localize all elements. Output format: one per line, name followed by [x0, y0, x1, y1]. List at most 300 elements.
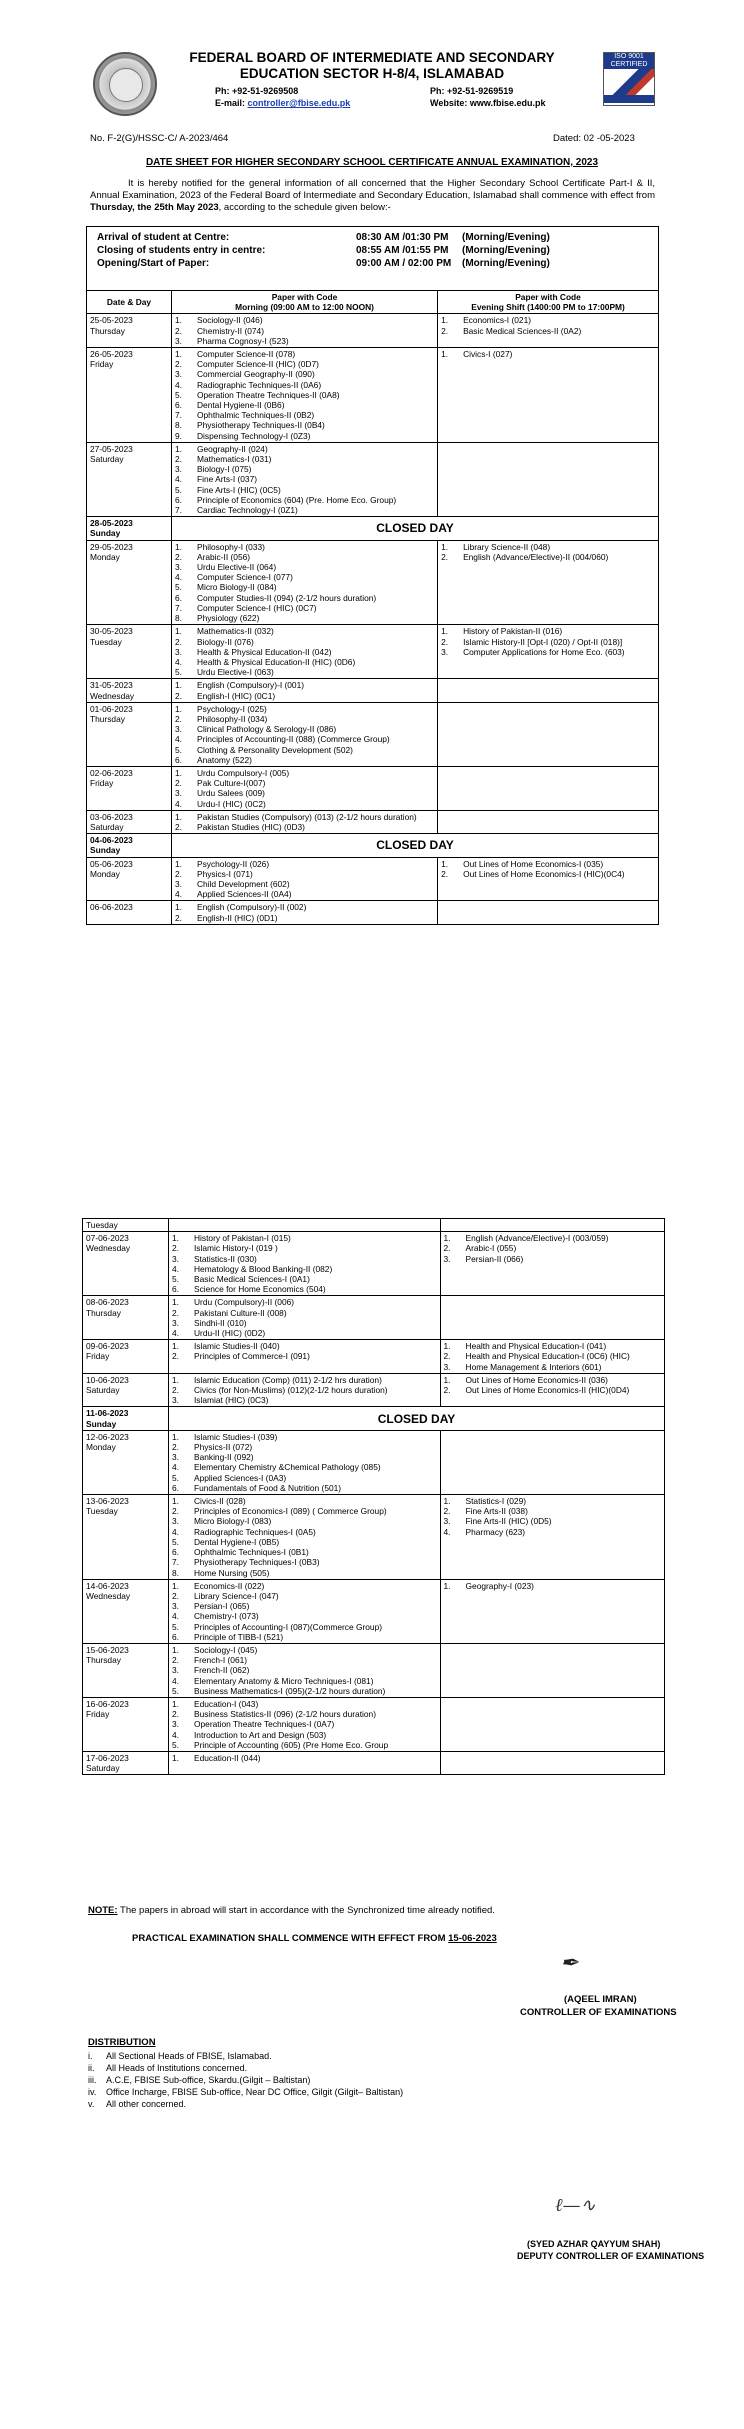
paper-item: 6. Dental Hygiene-II (0B6) [174, 400, 285, 411]
phone-2: Ph: +92-51-9269519 [430, 86, 514, 96]
paper-name: Health & Physical Education-II (HIC) (0D6) [196, 656, 356, 667]
paper-name: Philosophy-II (034) [196, 713, 268, 724]
reference-number: No. F-2(G)/HSSC-C/ A-2023/464 [90, 133, 229, 144]
evening-papers-cell [438, 702, 659, 766]
date-cell [87, 834, 172, 857]
morning-papers-cell [168, 1373, 440, 1407]
paper-name: Biology-II (076) [196, 636, 254, 647]
paper-name: Sociology-II (046) [196, 315, 263, 326]
paper-item: 4. Principles of Accounting-II (088) (Commerce Group) [174, 734, 390, 745]
paper-item: 1. Geography-II (024) [174, 443, 268, 454]
paper-name: Computer Studies-II (094) (2-1/2 hours duration) [196, 592, 377, 603]
paper-name: Persian-II (066) [465, 1253, 524, 1264]
date: 02-06-2023 [90, 767, 133, 778]
paper-item: 1. Psychology-II (026) [174, 858, 270, 869]
morning-paper-list [175, 315, 434, 346]
morning-papers-cell [168, 1232, 440, 1296]
paper-item: 2. Physics-II (072) [171, 1442, 253, 1453]
paper-name: Dental Hygiene-II (0B6) [196, 400, 285, 411]
timing-label: Opening/Start of Paper: [97, 258, 210, 269]
paper-item: 5. Urdu Elective-I (063) [174, 667, 274, 678]
deputy-controller-title: DEPUTY CONTROLLER OF EXAMINATIONS [517, 2251, 705, 2261]
paper-item: 5. Micro Biology-II (084) [174, 582, 277, 593]
evening-papers-cell [440, 1430, 664, 1494]
paper-name: Computer Science-I (HIC) (0C7) [196, 602, 317, 613]
closed-day-label: CLOSED DAY [168, 1407, 664, 1430]
paper-item: 6. Principle of Economics (604) (Pre. Home Eco. Group) [174, 494, 397, 505]
date: 31-05-2023 [90, 680, 133, 691]
paper-name: Anatomy (522) [196, 754, 252, 765]
date: 16-06-2023 [86, 1698, 129, 1709]
paper-item: 6. Fundamentals of Food & Nutrition (501) [171, 1482, 342, 1493]
paper-name: Principle of Accounting (605) (Pre Home Eco. Group [193, 1739, 389, 1750]
morning-paper-list [175, 768, 434, 809]
date-cell [87, 517, 172, 540]
paper-item: 1. Urdu (Compulsory)-II (006) [171, 1297, 295, 1308]
paper-name: Urdu Elective-I (063) [196, 667, 274, 678]
evening-papers-cell [438, 348, 659, 443]
paper-name: Health and Physical Education-I (041) [465, 1341, 607, 1352]
day: Wednesday [86, 1590, 131, 1601]
schedule-table-page2 [82, 1218, 665, 1775]
paper-item: 2. Civics (for Non-Muslims) (012)(2-1/2 hours duration) [171, 1385, 388, 1396]
paper-item: 2. Pakistan Studies (HIC) (0D3) [174, 821, 305, 832]
date-cell [87, 540, 172, 625]
morning-papers-cell [171, 857, 437, 901]
paper-item: 3. Biology-I (075) [174, 464, 252, 475]
paper-item: 7. Computer Science-I (HIC) (0C7) [174, 602, 317, 613]
paper-name: Sindhi-II (010) [193, 1317, 247, 1328]
evening-paper-list [444, 1375, 661, 1395]
day: Saturday [90, 821, 124, 832]
paper-item: 3. Urdu Elective-II (064) [174, 562, 277, 573]
date-cell [83, 1495, 169, 1580]
date: 05-06-2023 [90, 858, 133, 869]
closed-day-row [83, 1407, 665, 1430]
morning-papers-cell [168, 1296, 440, 1340]
paper-item: 9. Dispensing Technology-I (0Z3) [174, 430, 311, 441]
closed-day-label: CLOSED DAY [171, 517, 658, 540]
paper-name: Urdu Salees (009) [196, 788, 265, 799]
morning-paper-list [172, 1496, 437, 1578]
paper-item: 2. Arabic-II (056) [174, 551, 251, 562]
date-cell [87, 679, 172, 702]
day: Tuesday [90, 636, 122, 647]
paper-name: Physiotherapy Techniques-I (0B3) [193, 1557, 320, 1568]
paper-name: History of Pakistan-I (015) [193, 1233, 291, 1244]
evening-papers-cell [440, 1296, 664, 1340]
evening-papers-cell [438, 679, 659, 702]
paper-name: Micro Biology-II (084) [196, 582, 277, 593]
paper-name: Elementary Anatomy & Micro Techniques-I (081) [193, 1675, 374, 1686]
paper-item: 7. Ophthalmic Techniques-II (0B2) [174, 410, 315, 421]
paper-item: 2. Islamic History-I (019 ) [171, 1243, 278, 1254]
evening-papers-cell [438, 625, 659, 679]
paper-item: 5. Clothing & Personality Development (502) [174, 744, 353, 755]
closed-day-row [87, 834, 659, 857]
paper-item: 1. Islamic Studies-II (040) [171, 1341, 280, 1352]
day: Friday [90, 778, 114, 789]
distribution-item: i. All Sectional Heads of FBISE, Islamabad. [88, 2051, 272, 2061]
evening-papers-cell [440, 1579, 664, 1643]
day: Tuesday [86, 1220, 118, 1230]
table-row [87, 540, 659, 625]
date-cell [83, 1232, 169, 1296]
paper-item: 4. Radiographic Techniques-I (0A5) [171, 1526, 316, 1537]
intro-paragraph: It is hereby notified for the general information of all concerned that the Higher Secondary School Certificate Part-I & II, Annual Examination, 2023 of the Federal Board of Intermediate and Secondary Education, Islamabad shall commence with effect from Thursday, the 25th May 2023, according to the schedule given below:- [90, 178, 655, 213]
evening-papers-cell [440, 1232, 664, 1296]
day: Monday [90, 551, 120, 562]
paper-name: Education-II (044) [193, 1752, 261, 1763]
paper-item: 1. English (Compulsory)-II (002) [174, 902, 307, 913]
paper-name: Basic Medical Sciences-II (0A2) [463, 325, 582, 336]
paper-name: Chemistry-II (074) [196, 325, 264, 336]
morning-papers-cell [168, 1430, 440, 1494]
table-row [87, 702, 659, 766]
paper-item: 5. Principles of Accounting-I (087)(Commerce Group) [171, 1621, 383, 1632]
day: Wednesday [86, 1243, 131, 1254]
paper-item: 7. Physiotherapy Techniques-I (0B3) [171, 1557, 320, 1568]
paper-name: Civics-II (028) [193, 1496, 246, 1507]
date-column-header: Date & Day [87, 291, 172, 314]
table-header [87, 291, 659, 314]
paper-name: Elementary Chemistry &Chemical Pathology (085) [193, 1462, 381, 1473]
date: 07-06-2023 [86, 1233, 129, 1244]
paper-name: Health and Physical Education-I (0C6) (HIC) [465, 1351, 630, 1362]
date: 27-05-2023 [90, 443, 133, 454]
paper-item: 2. Arabic-I (055) [443, 1243, 517, 1254]
paper-item: 2. Principles of Economics-I (089) ( Commerce Group) [171, 1506, 387, 1517]
paper-name: Islamic History-II [Opt-I (020) / Opt-II (018)] [463, 636, 623, 647]
evening-papers-cell [440, 1697, 664, 1751]
paper-item: 3. Sindhi-II (010) [171, 1317, 247, 1328]
paper-name: Principles of Economics-I (089) ( Commerce Group) [193, 1506, 387, 1517]
paper-item: 3. Persian-II (066) [443, 1253, 524, 1264]
date-cell [87, 810, 172, 833]
date-cell [87, 625, 172, 679]
paper-item: 4. Urdu-I (HIC) (0C2) [174, 798, 266, 809]
morning-papers-cell [171, 810, 437, 833]
date: 09-06-2023 [86, 1341, 129, 1352]
morning-papers-cell [171, 702, 437, 766]
paper-item: 3. French-II (062) [171, 1665, 250, 1676]
paper-name: Hematology & Blood Banking-II (082) [193, 1263, 333, 1274]
day: Friday [86, 1709, 110, 1720]
paper-name: Islamic Studies-I (039) [193, 1431, 278, 1442]
table-row [83, 1579, 665, 1643]
paper-item: 1. Economics-II (022) [171, 1580, 265, 1591]
table-row [83, 1643, 665, 1697]
day: Sunday [90, 528, 121, 539]
morning-paper-list [175, 902, 434, 922]
paper-item: 3. Micro Biology-I (083) [171, 1516, 272, 1527]
paper-name: French-I (061) [193, 1655, 248, 1666]
date: 01-06-2023 [90, 703, 133, 714]
date: 15-06-2023 [86, 1644, 129, 1655]
evening-papers-cell [440, 1751, 664, 1774]
paper-name: Home Nursing (505) [193, 1567, 270, 1578]
timing-time: 08:55 AM /01:55 PM [356, 245, 449, 256]
date: 25-05-2023 [90, 315, 133, 326]
evening-papers-cell [440, 1340, 664, 1374]
paper-item: 5. Fine Arts-I (HIC) (0C5) [174, 484, 281, 495]
day: Thursday [86, 1655, 121, 1666]
morning-papers-cell [168, 1219, 440, 1232]
paper-name: Mathematics-II (032) [196, 626, 274, 637]
paper-name: Operation Theatre Techniques-II (0A8) [196, 389, 340, 400]
paper-item: 4. Hematology & Blood Banking-II (082) [171, 1263, 333, 1274]
paper-name: Civics-I (027) [463, 349, 513, 360]
paper-name: Banking-II (092) [193, 1452, 254, 1463]
paper-item: 3. Urdu Salees (009) [174, 788, 265, 799]
paper-item: 4. Computer Science-I (077) [174, 572, 293, 583]
website: Website: www.fbise.edu.pk [430, 98, 546, 108]
date-cell [83, 1697, 169, 1751]
paper-item: 1. History of Pakistan-II (016) [441, 626, 563, 637]
morning-paper-list [172, 1341, 437, 1361]
paper-name: Child Development (602) [196, 878, 290, 889]
date-cell [87, 702, 172, 766]
paper-name: Clothing & Personality Development (502) [196, 744, 353, 755]
paper-name: Basic Medical Sciences-I (0A1) [193, 1274, 310, 1285]
morning-papers-cell [171, 442, 437, 516]
header-line2: EDUCATION SECTOR H-8/4, ISLAMABAD [239, 66, 505, 81]
paper-name: Urdu (Compulsory)-II (006) [193, 1297, 295, 1308]
day: Saturday [86, 1385, 120, 1396]
evening-paper-list [444, 1496, 661, 1537]
evening-paper-list [441, 349, 655, 359]
paper-item: 6. Science for Home Economics (504) [171, 1284, 326, 1295]
paper-item: 3. Computer Applications for Home Eco. (603) [441, 646, 625, 657]
table-row [83, 1697, 665, 1751]
paper-name: Fine Arts-II (038) [465, 1506, 528, 1517]
evening-papers-cell [438, 857, 659, 901]
table-row [87, 442, 659, 516]
day: Tuesday [86, 1506, 118, 1517]
paper-item: 2. Out Lines of Home Economics-I (HIC)(0C4) [441, 868, 625, 879]
date: 14-06-2023 [86, 1580, 129, 1591]
day: Thursday [90, 713, 125, 724]
header-line1: FEDERAL BOARD OF INTERMEDIATE AND SECONDARY [189, 50, 555, 65]
morning-papers-cell [168, 1495, 440, 1580]
morning-papers-cell [168, 1643, 440, 1697]
morning-paper-list [172, 1753, 437, 1763]
distribution-item: ii. All Heads of Institutions concerned. [88, 2063, 248, 2073]
date: 29-05-2023 [90, 541, 133, 552]
paper-item: 2. English-I (HIC) (0C1) [174, 690, 276, 701]
email-link[interactable]: controller@fbise.edu.pk [247, 98, 351, 108]
evening-papers-cell [440, 1373, 664, 1407]
paper-item: 3. Child Development (602) [174, 878, 290, 889]
paper-item: 2. Basic Medical Sciences-II (0A2) [441, 325, 582, 336]
paper-name: Pharmacy (623) [465, 1526, 526, 1537]
paper-name: Geography-II (024) [196, 443, 268, 454]
practical-exam-note: PRACTICAL EXAMINATION SHALL COMMENCE WITH EFFECT FROM 15-06-2023 [132, 1933, 497, 1944]
closed-day-row [87, 517, 659, 540]
paper-name: Computer Science-II (HIC) (0D7) [196, 359, 319, 370]
paper-item: 2. Mathematics-I (031) [174, 454, 272, 465]
paper-item: 2. French-I (061) [171, 1655, 248, 1666]
table-row [87, 625, 659, 679]
paper-name: Principle of TIBB-I (521) [193, 1631, 284, 1642]
day: Monday [86, 1442, 116, 1453]
timings-box [86, 226, 659, 291]
day: Monday [90, 868, 120, 879]
date-cell [83, 1579, 169, 1643]
paper-name: Applied Sciences-I (0A3) [193, 1472, 287, 1483]
paper-name: Out Lines of Home Economics-I (035) [463, 858, 604, 869]
morning-papers-cell [168, 1579, 440, 1643]
paper-name: Urdu Compulsory-I (005) [196, 767, 290, 778]
paper-name: Pharma Cognosy-I (523) [196, 335, 289, 346]
deputy-controller-name: (SYED AZHAR QAYYUM SHAH) [527, 2239, 661, 2249]
evening-paper-list [441, 542, 655, 562]
evening-paper-list [444, 1233, 661, 1264]
paper-name: Statistics-I (029) [465, 1496, 527, 1507]
table-row [83, 1232, 665, 1296]
morning-papers-cell [171, 901, 437, 924]
paper-item: 1. History of Pakistan-I (015) [171, 1233, 291, 1244]
table-row [87, 348, 659, 443]
morning-paper-list [175, 704, 434, 765]
paper-name: Business Mathematics-I (095)(2-1/2 hours duration) [193, 1685, 386, 1696]
paper-item: 4. Urdu-II (HIC) (0D2) [171, 1328, 266, 1339]
paper-name: Chemistry-I (073) [193, 1611, 259, 1622]
paper-name: Fundamentals of Food & Nutrition (501) [193, 1482, 342, 1493]
paper-name: Micro Biology-I (083) [193, 1516, 272, 1527]
date-cell [83, 1643, 169, 1697]
morning-papers-cell [171, 314, 437, 348]
morning-papers-cell [171, 625, 437, 679]
paper-item: 3. Islamiat (HIC) (0C3) [171, 1395, 269, 1406]
morning-column-header: Paper with Code Morning (09:00 AM to 12:00 NOON) [171, 291, 437, 314]
date-cell [83, 1340, 169, 1374]
paper-name: English-II (HIC) (0D1) [196, 912, 278, 923]
timing-time: 09:00 AM / 02:00 PM [356, 258, 452, 269]
paper-name: Fine Arts-I (HIC) (0C5) [196, 484, 281, 495]
paper-item: 2. English (Advance/Elective)-II (004/060) [441, 551, 609, 562]
morning-paper-list [175, 542, 434, 624]
paper-item: 1. Out Lines of Home Economics-II (036) [443, 1374, 608, 1385]
paper-name: Physics-I (071) [196, 868, 253, 879]
date: 13-06-2023 [86, 1496, 129, 1507]
paper-item: 2. Biology-II (076) [174, 636, 254, 647]
morning-papers-cell [168, 1751, 440, 1774]
date: 11-06-2023 [86, 1408, 129, 1419]
morning-paper-list [175, 444, 434, 515]
paper-name: Philosophy-I (033) [196, 541, 265, 552]
date: 17-06-2023 [86, 1752, 129, 1763]
morning-papers-cell [168, 1340, 440, 1374]
evening-column-header: Paper with Code Evening Shift (1400:00 PM to 17:00PM) [438, 291, 659, 314]
paper-item: 1. Education-I (043) [171, 1698, 259, 1709]
morning-papers-cell [171, 679, 437, 702]
paper-name: Principles of Accounting-I (087)(Commerce Group) [193, 1621, 383, 1632]
paper-item: 1. Pakistan Studies (Compulsory) (013) (2-1/2 hours duration) [174, 811, 417, 822]
paper-name: Islamic History-I (019 ) [193, 1243, 278, 1254]
paper-item: 1. English (Advance/Elective)-I (003/059) [443, 1233, 609, 1244]
paper-name: Ophthalmic Techniques-I (0B1) [193, 1547, 309, 1558]
paper-name: Computer Science-II (078) [196, 349, 296, 360]
table-row [87, 679, 659, 702]
paper-name: Clinical Pathology & Serology-II (086) [196, 724, 337, 735]
paper-item: 3. Commercial Geography-II (090) [174, 369, 315, 380]
evening-papers-cell [438, 540, 659, 625]
morning-paper-list [172, 1432, 437, 1493]
paper-item: 1. Economics-I (021) [441, 315, 532, 326]
evening-papers-cell [440, 1643, 664, 1697]
table-row [83, 1495, 665, 1580]
paper-name: Economics-II (022) [193, 1580, 265, 1591]
paper-item: 4. Applied Sciences-II (0A4) [174, 889, 292, 900]
paper-item: 5. Principle of Accounting (605) (Pre Home Eco. Group [171, 1739, 389, 1750]
paper-name: Introduction to Art and Design (503) [193, 1729, 327, 1740]
paper-name: Principles of Commerce-I (091) [193, 1351, 310, 1362]
paper-name: Civics (for Non-Muslims) (012)(2-1/2 hours duration) [193, 1385, 388, 1396]
paper-item: 5. Basic Medical Sciences-I (0A1) [171, 1274, 310, 1285]
paper-item: 1. Civics-II (028) [171, 1496, 246, 1507]
table-row [87, 857, 659, 901]
paper-item: 5. Dental Hygiene-I (0B5) [171, 1536, 280, 1547]
paper-name: Out Lines of Home Economics-II (HIC)(0D4) [465, 1385, 630, 1396]
date: 04-06-2023 [90, 835, 133, 846]
paper-name: Computer Science-I (077) [196, 572, 293, 583]
controller-title: CONTROLLER OF EXAMINATIONS [520, 2007, 677, 2018]
paper-name: Operation Theatre Techniques-I (0A7) [193, 1719, 335, 1730]
paper-name: English (Advance/Elective)-II (004/060) [463, 551, 609, 562]
paper-name: French-II (062) [193, 1665, 250, 1676]
paper-item: 3. Statistics-II (030) [171, 1253, 257, 1264]
paper-item: 2. Principles of Commerce-I (091) [171, 1351, 310, 1362]
paper-name: Principle of Economics (604) (Pre. Home Eco. Group) [196, 494, 397, 505]
table-row [83, 1430, 665, 1494]
day: Sunday [86, 1418, 117, 1429]
paper-item: 1. English (Compulsory)-I (001) [174, 680, 305, 691]
paper-name: Commercial Geography-II (090) [196, 369, 315, 380]
paper-name: Dispensing Technology-I (0Z3) [196, 430, 311, 441]
paper-item: 1. Out Lines of Home Economics-I (035) [441, 858, 604, 869]
evening-papers-cell [438, 314, 659, 348]
commencement-date: Thursday, the 25th May 2023 [90, 202, 219, 213]
email-line: E-mail: controller@fbise.edu.pk [215, 98, 351, 108]
paper-name: Health & Physical Education-II (042) [196, 646, 332, 657]
paper-name: Fine Arts-II (HIC) (0D5) [465, 1516, 552, 1527]
morning-papers-cell [171, 348, 437, 443]
deputy-controller-signature: ℓ—∿ [555, 2195, 596, 2216]
paper-name: Library Science-II (048) [463, 541, 551, 552]
paper-name: Science for Home Economics (504) [193, 1284, 326, 1295]
evening-papers-cell [438, 442, 659, 516]
day: Saturday [86, 1763, 120, 1774]
dated: Dated: 02 -05-2023 [553, 133, 635, 144]
paper-item: 3. Home Management & Interiors (601) [443, 1361, 602, 1372]
paper-name: English-I (HIC) (0C1) [196, 690, 276, 701]
paper-name: English (Advance/Elective)-I (003/059) [465, 1233, 609, 1244]
iso-label: ISO 9001 CERTIFIED [604, 53, 654, 69]
evening-paper-list [444, 1341, 661, 1372]
timing-shift: (Morning/Evening) [462, 258, 550, 269]
paper-item: 2. Out Lines of Home Economics-II (HIC)(0D4) [443, 1385, 630, 1396]
phone-1: Ph: +92-51-9269508 [215, 86, 299, 96]
timing-label: Closing of students entry in centre: [97, 245, 266, 256]
table-row [83, 1296, 665, 1340]
paper-name: Out Lines of Home Economics-II (036) [465, 1374, 608, 1385]
paper-name: Arabic-I (055) [465, 1243, 517, 1254]
paper-item: 4. Health & Physical Education-II (HIC) (0D6) [174, 656, 356, 667]
paper-item: 1. Sociology-I (045) [171, 1644, 258, 1655]
paper-item: 6. Computer Studies-II (094) (2-1/2 hours duration) [174, 592, 377, 603]
controller-signature: ✒︎ [560, 1951, 579, 1976]
